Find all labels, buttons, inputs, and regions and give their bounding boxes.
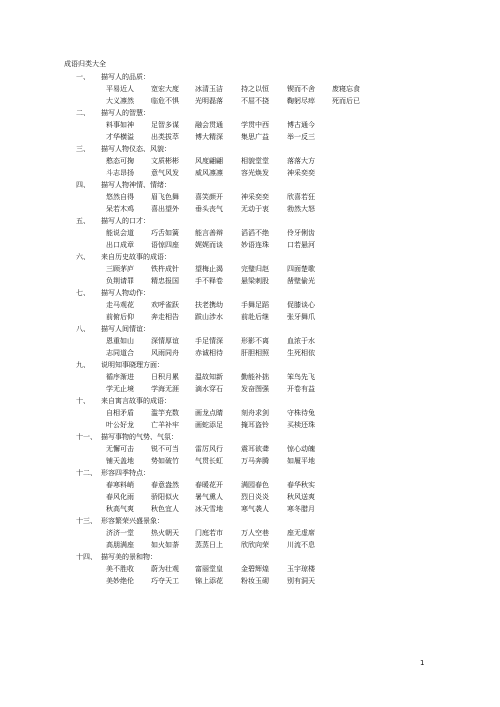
idiom: 满园春色	[241, 481, 269, 489]
idiom: 持之以恒	[241, 85, 269, 93]
idiom: 骄阳似火	[151, 493, 179, 501]
idiom: 亡羊补牢	[151, 421, 179, 429]
idiom: 前赴后继	[241, 313, 269, 321]
idiom: 铁杵成针	[151, 265, 179, 273]
idiom: 万人空巷	[241, 529, 269, 537]
idiom: 落落大方	[287, 157, 315, 165]
idiom: 伶牙俐齿	[287, 229, 315, 237]
idiom: 风度翩翩	[195, 157, 223, 165]
idiom: 春意盎然	[151, 481, 179, 489]
section-heading	[0, 179, 500, 191]
idiom: 能说会道	[106, 229, 134, 237]
idiom: 举一反三	[287, 133, 315, 141]
section-heading-text: 描写事物的气势、气氛：	[101, 433, 178, 441]
idiom: 悬梁刺股	[241, 277, 269, 285]
section-heading	[0, 395, 500, 407]
idiom-row	[0, 239, 500, 251]
document-title: 成语归类大全	[64, 60, 106, 68]
idiom: 画龙点睛	[195, 409, 223, 417]
idiom: 热火朝天	[151, 529, 179, 537]
idiom: 锦上添花	[195, 577, 223, 585]
section-heading	[0, 431, 500, 443]
idiom: 临危不惧	[151, 97, 179, 105]
idiom: 血浓于水	[287, 337, 315, 345]
idiom: 自相矛盾	[106, 409, 134, 417]
idiom: 完璧归赵	[241, 265, 269, 273]
idiom: 座无虚席	[287, 529, 315, 537]
section-heading	[0, 107, 500, 119]
idiom: 气贯长虹	[195, 457, 223, 465]
idiom: 刻舟求剑	[241, 409, 269, 417]
idiom: 巧舌如簧	[151, 229, 179, 237]
section-heading	[0, 287, 500, 299]
idiom: 学贯中西	[241, 121, 269, 129]
idiom-row	[0, 203, 500, 215]
idiom: 震耳欲聋	[241, 445, 269, 453]
idiom: 生死相依	[287, 349, 315, 357]
idiom-row	[0, 227, 500, 239]
idiom: 语惊四座	[151, 241, 179, 249]
idiom: 凿壁偷光	[287, 277, 315, 285]
idiom: 志同道合	[106, 349, 134, 357]
idiom-row	[0, 527, 500, 539]
idiom-row	[0, 383, 500, 395]
idiom: 如火如荼	[151, 541, 179, 549]
idiom: 憨态可掬	[106, 157, 134, 165]
idiom-row	[0, 575, 500, 587]
idiom: 买椟还珠	[287, 421, 315, 429]
idiom: 促膝谈心	[287, 301, 315, 309]
section-heading-text: 来自历史故事的成语：	[101, 253, 171, 261]
idiom: 美不胜收	[106, 565, 134, 573]
idiom: 废寝忘食	[332, 85, 360, 93]
section-number: 十四、	[76, 553, 97, 561]
idiom-row	[0, 491, 500, 503]
section-heading-text: 形容繁荣兴盛景象：	[101, 517, 164, 525]
idiom: 相貌堂堂	[241, 157, 269, 165]
idiom: 奔走相告	[151, 313, 179, 321]
idiom: 冰清玉洁	[195, 85, 223, 93]
idiom: 发奋图强	[241, 385, 269, 393]
idiom: 勃然大怒	[287, 205, 315, 213]
idiom: 博古通今	[287, 121, 315, 129]
idiom: 欣喜若狂	[287, 193, 315, 201]
idiom-row	[0, 95, 500, 107]
idiom: 暑气熏人	[195, 493, 223, 501]
section-heading	[0, 251, 500, 263]
idiom: 能言善辩	[195, 229, 223, 237]
idiom: 富丽堂皇	[195, 565, 223, 573]
idiom: 三顾茅庐	[106, 265, 134, 273]
idiom: 鞠躬尽瘁	[287, 97, 315, 105]
idiom-row	[0, 479, 500, 491]
idiom: 容光焕发	[241, 169, 269, 177]
idiom: 巧夺天工	[151, 577, 179, 585]
section-number: 三、	[76, 145, 90, 153]
idiom: 风雨同舟	[151, 349, 179, 357]
idiom-row	[0, 455, 500, 467]
idiom: 秋风送爽	[287, 493, 315, 501]
idiom: 铺天盖地	[106, 457, 134, 465]
idiom: 秋色宜人	[151, 505, 179, 513]
idiom: 蒸蒸日上	[195, 541, 223, 549]
idiom: 喜出望外	[151, 205, 179, 213]
idiom: 口若悬河	[287, 241, 315, 249]
section-heading	[0, 71, 500, 83]
idiom-row	[0, 155, 500, 167]
section-heading	[0, 551, 500, 563]
idiom: 锲而不舍	[287, 85, 315, 93]
idiom: 滥竽充数	[151, 409, 179, 417]
idiom: 神采奕奕	[241, 193, 269, 201]
idiom: 望梅止渴	[195, 265, 223, 273]
section-heading-text: 描写人物动作：	[101, 289, 150, 297]
section-heading-text: 描写美的景和物：	[101, 553, 157, 561]
idiom: 意气风发	[151, 169, 179, 177]
idiom: 精忠报国	[151, 277, 179, 285]
idiom: 济济一堂	[106, 529, 134, 537]
section-heading-text: 描写人的口才：	[101, 217, 150, 225]
section-heading-text: 描写人的智慧：	[101, 109, 150, 117]
idiom: 料事如神	[106, 121, 134, 129]
idiom: 喜笑颜开	[195, 193, 223, 201]
idiom: 春华秋实	[287, 481, 315, 489]
section-heading-text: 形容四季特点：	[101, 469, 150, 477]
idiom: 博大精深	[195, 133, 223, 141]
idiom: 春暖花开	[195, 481, 223, 489]
idiom-row	[0, 419, 500, 431]
idiom: 滔滔不绝	[241, 229, 269, 237]
idiom: 负荆请罪	[106, 277, 134, 285]
idiom-row	[0, 167, 500, 179]
idiom: 雷厉风行	[195, 445, 223, 453]
idiom: 烈日炎炎	[241, 493, 269, 501]
section-heading	[0, 143, 500, 155]
idiom-row	[0, 299, 500, 311]
idiom-row	[0, 311, 500, 323]
idiom: 呆若木鸡	[106, 205, 134, 213]
idiom: 别有洞天	[287, 577, 315, 585]
idiom: 垂头丧气	[195, 205, 223, 213]
section-number: 一、	[76, 73, 90, 81]
section-number: 十三、	[76, 517, 97, 525]
idiom: 门庭若市	[195, 529, 223, 537]
idiom: 出口成章	[106, 241, 134, 249]
idiom-sections	[0, 71, 500, 587]
section-number: 六、	[76, 253, 90, 261]
idiom: 形影不离	[241, 337, 269, 345]
section-number: 十二、	[76, 469, 97, 477]
idiom-row	[0, 407, 500, 419]
idiom: 肝胆相照	[241, 349, 269, 357]
idiom-row	[0, 275, 500, 287]
section-number: 十、	[76, 397, 90, 405]
section-heading-text: 来自寓言故事的成语：	[101, 397, 171, 405]
idiom: 平易近人	[106, 85, 134, 93]
idiom: 欢呼雀跃	[151, 301, 179, 309]
idiom: 眉飞色舞	[151, 193, 179, 201]
idiom-row	[0, 347, 500, 359]
idiom: 开卷有益	[287, 385, 315, 393]
idiom-row	[0, 83, 500, 95]
idiom: 走马观花	[106, 301, 134, 309]
idiom: 惊心动魄	[287, 445, 315, 453]
idiom: 美妙绝伦	[106, 577, 134, 585]
section-heading	[0, 515, 500, 527]
idiom: 春寒料峭	[106, 481, 134, 489]
idiom-row	[0, 371, 500, 383]
idiom: 日积月累	[151, 373, 179, 381]
idiom: 蔚为壮观	[151, 565, 179, 573]
idiom: 锐不可当	[151, 445, 179, 453]
idiom: 光明磊落	[195, 97, 223, 105]
section-heading-text: 描写人的品质：	[101, 73, 150, 81]
idiom: 万马奔腾	[241, 457, 269, 465]
idiom: 寒气袭人	[241, 505, 269, 513]
section-heading-text: 描写人间情谊：	[101, 325, 150, 333]
idiom: 温故知新	[195, 373, 223, 381]
idiom: 集思广益	[241, 133, 269, 141]
idiom: 手舞足蹈	[241, 301, 269, 309]
idiom: 手足情深	[195, 337, 223, 345]
idiom: 循序渐进	[106, 373, 134, 381]
section-number: 七、	[76, 289, 90, 297]
idiom: 赤诚相待	[195, 349, 223, 357]
idiom-row	[0, 503, 500, 515]
idiom: 无动于衷	[241, 205, 269, 213]
section-number: 五、	[76, 217, 90, 225]
idiom-row	[0, 119, 500, 131]
section-number: 十一、	[76, 433, 97, 441]
section-number: 九、	[76, 361, 90, 369]
idiom: 勤能补拙	[241, 373, 269, 381]
idiom: 威风凛凛	[195, 169, 223, 177]
idiom: 无懈可击	[106, 445, 134, 453]
idiom: 如履平地	[287, 457, 315, 465]
idiom: 守株待兔	[287, 409, 315, 417]
section-heading-text: 描写人物仪态、风貌：	[101, 145, 171, 153]
section-number: 二、	[76, 109, 90, 117]
idiom: 手不释卷	[195, 277, 223, 285]
idiom: 扶老携幼	[195, 301, 223, 309]
idiom: 娓娓而谈	[195, 241, 223, 249]
idiom: 恩重如山	[106, 337, 134, 345]
idiom: 笨鸟先飞	[287, 373, 315, 381]
idiom: 掩耳盗铃	[241, 421, 269, 429]
idiom: 玉宇琼楼	[287, 565, 315, 573]
idiom: 粉妆玉砌	[241, 577, 269, 585]
section-heading-text: 描写人物神情、情绪：	[101, 181, 171, 189]
idiom: 出类拔萃	[151, 133, 179, 141]
idiom: 不屈不挠	[241, 97, 269, 105]
idiom: 融会贯通	[195, 121, 223, 129]
idiom: 足智多谋	[151, 121, 179, 129]
section-heading-text: 说明知事晓理方面：	[101, 361, 164, 369]
idiom: 欣欣向荣	[241, 541, 269, 549]
section-heading	[0, 323, 500, 335]
idiom: 大义凛然	[106, 97, 134, 105]
idiom: 悠然自得	[106, 193, 134, 201]
idiom: 深情厚谊	[151, 337, 179, 345]
section-number: 八、	[76, 325, 90, 333]
idiom: 妙语连珠	[241, 241, 269, 249]
idiom-row	[0, 191, 500, 203]
idiom: 寒冬腊月	[287, 505, 315, 513]
idiom: 滴水穿石	[195, 385, 223, 393]
idiom-row	[0, 131, 500, 143]
idiom: 前俯后仰	[106, 313, 134, 321]
idiom: 跋山涉水	[195, 313, 223, 321]
section-heading	[0, 467, 500, 479]
idiom: 张牙舞爪	[287, 313, 315, 321]
section-heading	[0, 215, 500, 227]
idiom-row	[0, 443, 500, 455]
idiom: 势如破竹	[151, 457, 179, 465]
section-number: 四、	[76, 181, 90, 189]
idiom: 学无止境	[106, 385, 134, 393]
idiom: 斗志昂扬	[106, 169, 134, 177]
idiom: 才华横溢	[106, 133, 134, 141]
idiom: 川流不息	[287, 541, 315, 549]
idiom: 宽宏大度	[151, 85, 179, 93]
idiom-row	[0, 539, 500, 551]
idiom: 叶公好龙	[106, 421, 134, 429]
idiom: 春风化雨	[106, 493, 134, 501]
idiom: 金碧辉煌	[241, 565, 269, 573]
idiom: 秋高气爽	[106, 505, 134, 513]
idiom-row	[0, 263, 500, 275]
idiom: 神采奕奕	[287, 169, 315, 177]
idiom: 死而后已	[332, 97, 360, 105]
idiom: 四面楚歌	[287, 265, 315, 273]
idiom: 高朋满座	[106, 541, 134, 549]
page-number: 1	[420, 659, 425, 667]
idiom: 画蛇添足	[195, 421, 223, 429]
idiom: 学海无涯	[151, 385, 179, 393]
idiom: 文质彬彬	[151, 157, 179, 165]
idiom-row	[0, 563, 500, 575]
idiom: 冰天雪地	[195, 505, 223, 513]
section-heading	[0, 359, 500, 371]
idiom-row	[0, 335, 500, 347]
